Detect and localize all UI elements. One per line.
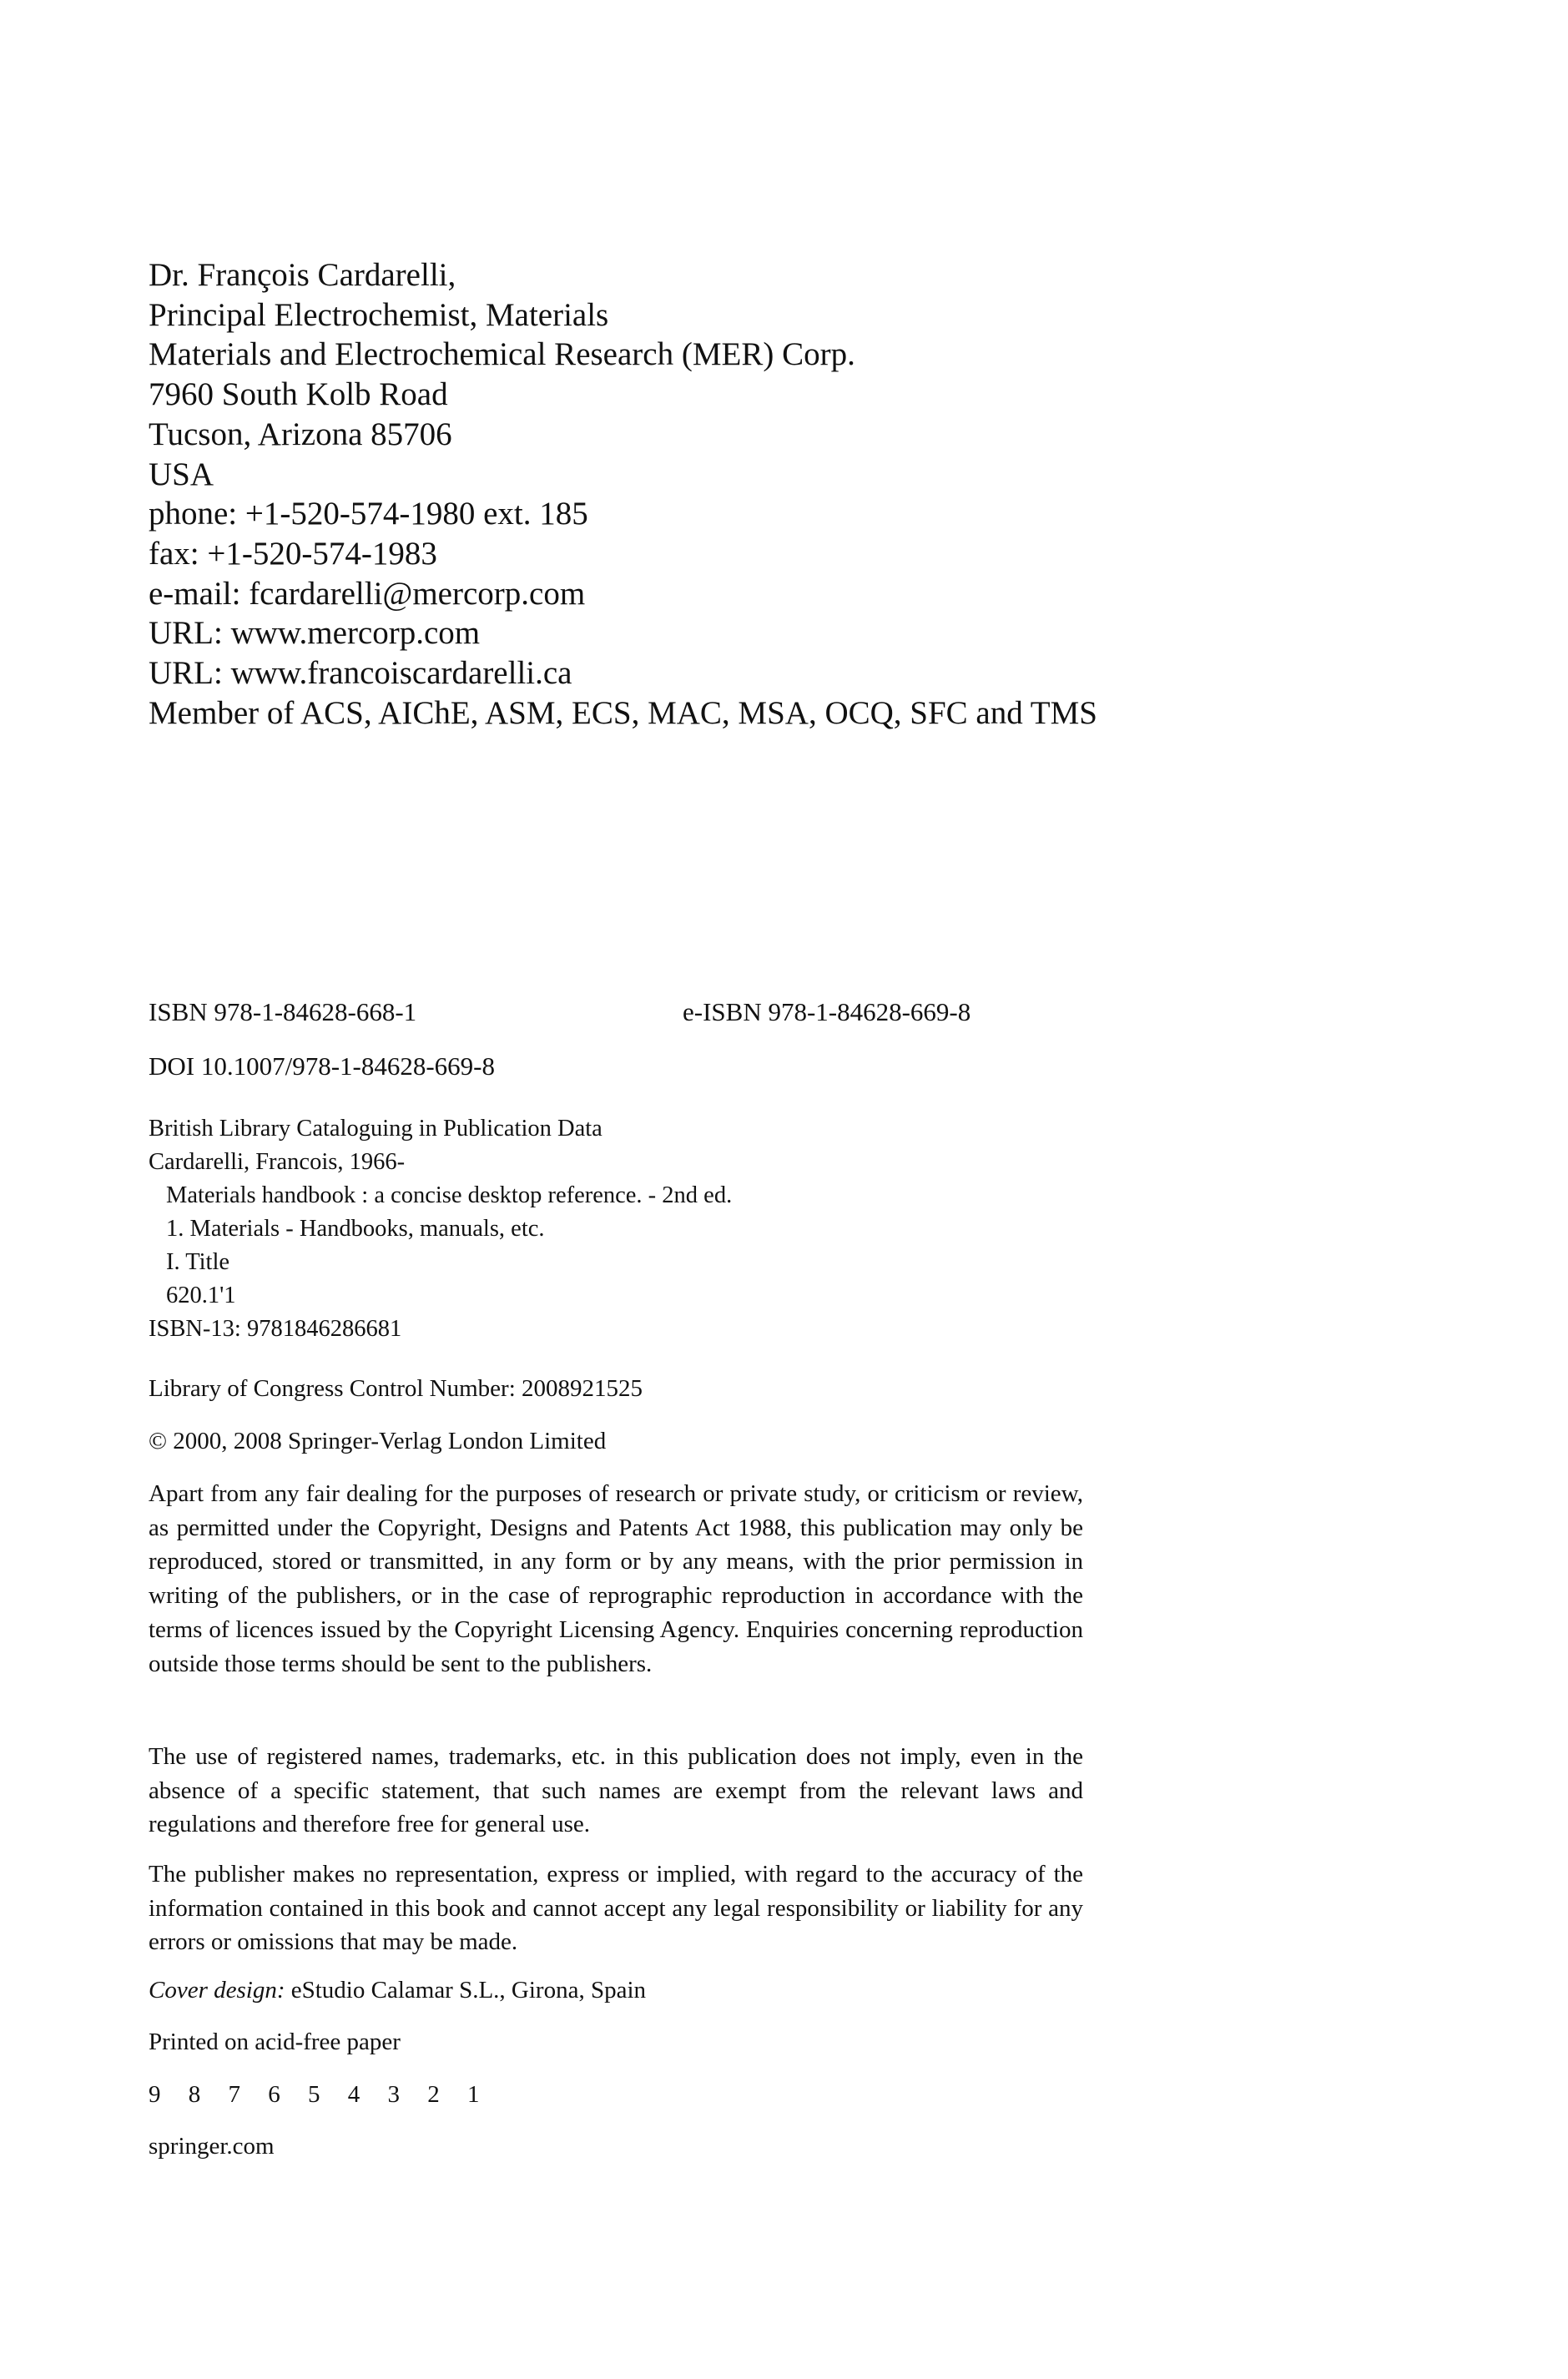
cip-data-block <box>149 1112 1083 1346</box>
doi: DOI 10.1007/978-1-84628-669-8 <box>149 1051 496 1081</box>
copyright-line: © 2000, 2008 Springer-Verlag London Limited <box>149 1428 607 1454</box>
cover-design-value: eStudio Calamar S.L., Girona, Spain <box>285 1977 647 2004</box>
disclaimer-paragraph: The publisher makes no representation, express or implied, with regard to the accuracy of the information contained in this book and cannot accept any legal responsibility or liability for any errors or omissions that may be made. <box>149 1861 1083 1956</box>
trademarks-paragraph: The use of registered names, trademarks, etc. in this publication does not imply, even in the absence of a specific statement, that such names are exempt from the relevant laws and regulations and therefore free for general use. <box>149 1743 1083 1838</box>
cip-subject: 1. Materials - Handbooks, manuals, etc. <box>166 1216 545 1242</box>
fair-dealing-paragraph: Apart from any fair dealing for the purposes of research or private study, or criticism or review, as permitted under the Copyright, Designs and Patents Act 1988, this publication may only be reproduced, stored or transmitted, in any form or by any means, with the prior permission in writing of the publishers, or in the case of reprographic reproduction in accordance with the terms of licences issued by the Copyright Licensing Agency. Enquiries concerning reproduction outside those terms should be sent to the publishers. <box>149 1480 1083 1677</box>
e-isbn: e-ISBN 978-1-84628-669-8 <box>683 997 971 1026</box>
cip-isbn13: ISBN-13: 9781846286681 <box>149 1316 402 1342</box>
author-street: 7960 South Kolb Road <box>149 376 448 413</box>
author-city: Tucson, Arizona 85706 <box>149 416 452 452</box>
author-url-company: URL: www.mercorp.com <box>149 615 481 652</box>
isbn: ISBN 978-1-84628-668-1 <box>149 997 417 1026</box>
author-contact-block <box>149 255 1317 733</box>
author-name: Dr. François Cardarelli, <box>149 257 456 293</box>
cip-classification: 620.1'1 <box>166 1283 236 1308</box>
author-memberships: Member of ACS, AIChE, ASM, ECS, MAC, MSA, OCQ, SFC and TMS <box>149 694 1097 731</box>
cover-design-credit <box>149 1973 1083 2007</box>
print-line-digits: 9 8 7 6 5 4 3 2 1 <box>149 2081 491 2108</box>
cip-title: Materials handbook : a concise desktop reference. - 2nd ed. <box>166 1182 733 1208</box>
author-country: USA <box>149 456 214 492</box>
author-fax: fax: +1-520-574-1983 <box>149 535 437 572</box>
cip-heading: British Library Cataloguing in Publication Data <box>149 1116 602 1142</box>
author-position: Principal Electrochemist, Materials <box>149 296 609 333</box>
cip-title-entry: I. Title <box>166 1249 230 1275</box>
publisher-website: springer.com <box>149 2133 275 2160</box>
author-url-personal: URL: www.francoiscardarelli.ca <box>149 655 572 692</box>
author-phone: phone: +1-520-574-1980 ext. 185 <box>149 496 588 532</box>
author-email: e-mail: fcardarelli@mercorp.com <box>149 575 586 612</box>
loc-control-number: Library of Congress Control Number: 2008921525 <box>149 1375 643 1402</box>
acid-free-paper-note: Printed on acid-free paper <box>149 2029 401 2055</box>
print-line <box>149 2078 1083 2111</box>
author-company: Materials and Electrochemical Research (MER) Corp. <box>149 336 855 373</box>
cover-design-label: Cover design: <box>149 1977 285 2004</box>
cip-author: Cardarelli, Francois, 1966- <box>149 1149 406 1175</box>
